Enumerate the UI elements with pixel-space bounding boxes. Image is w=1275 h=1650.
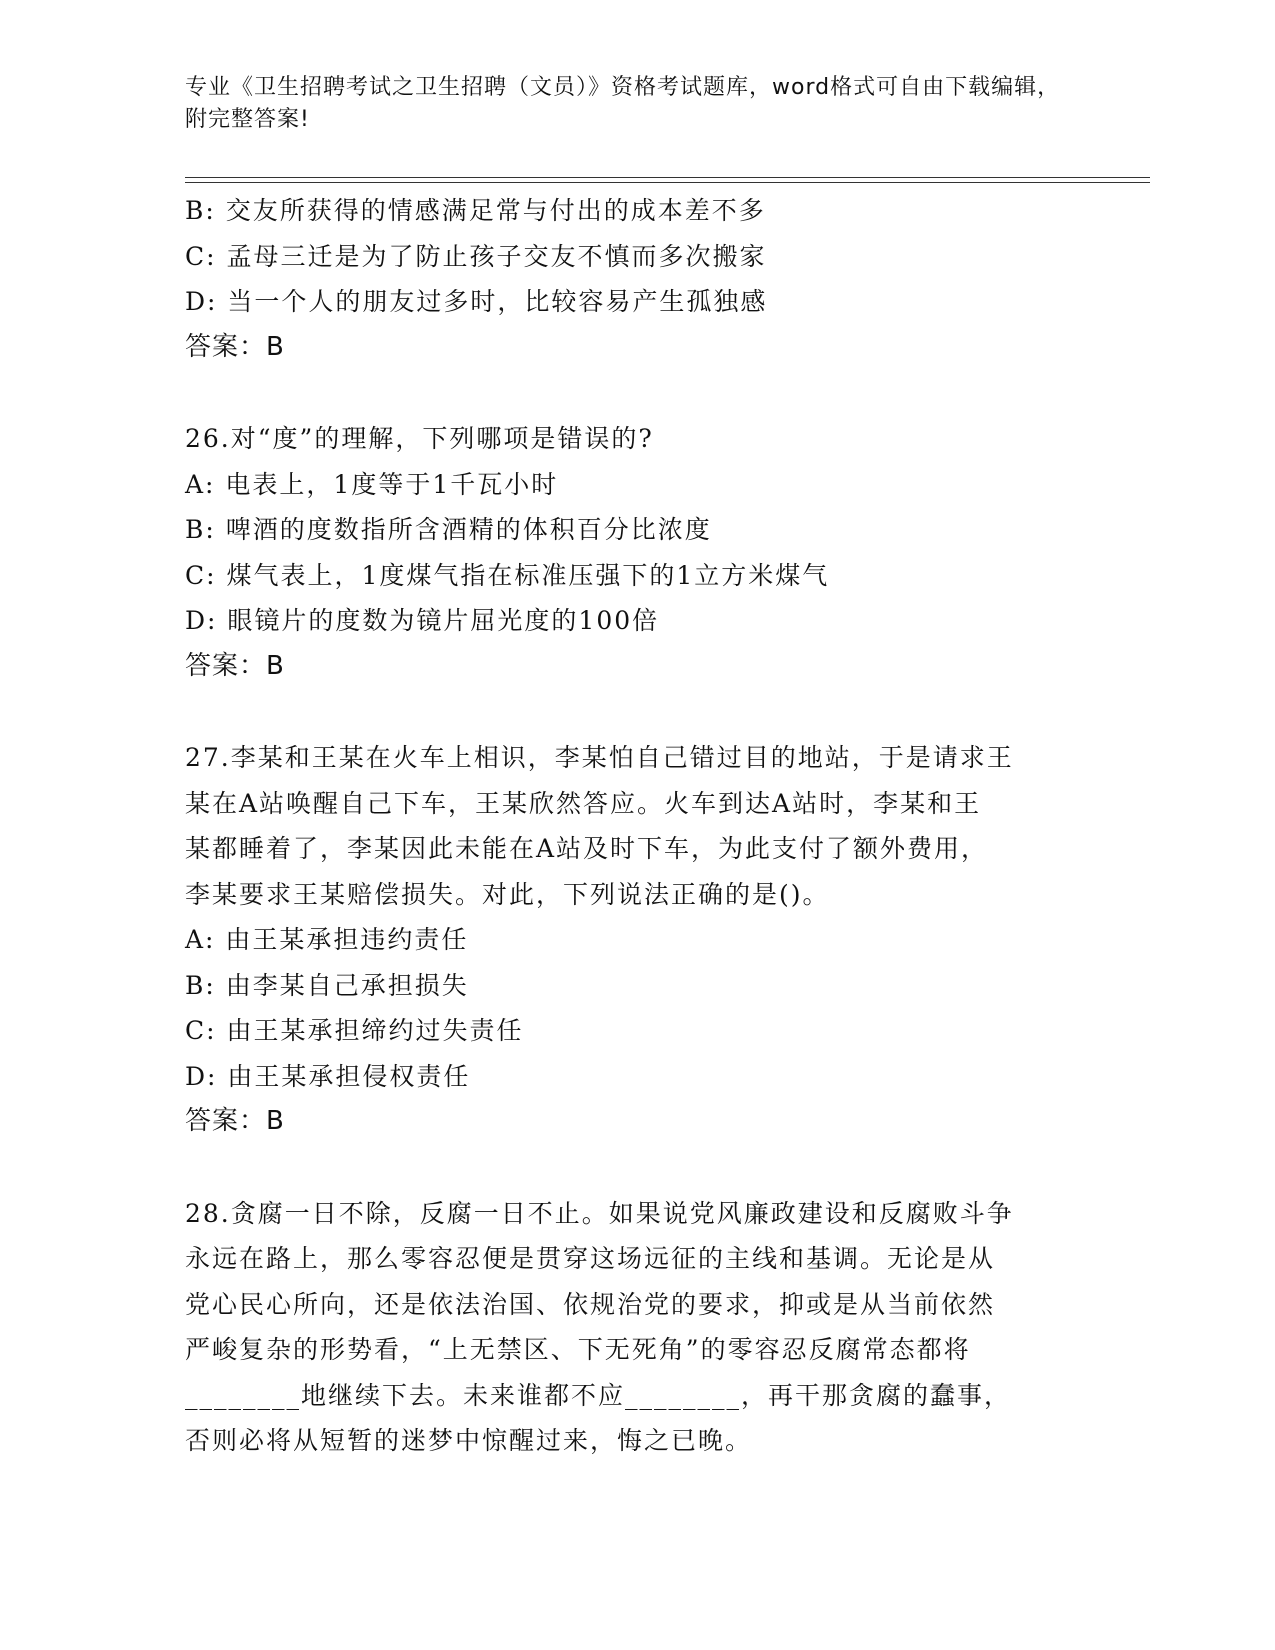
question-stem-line: 某在A站唤醒自己下车，王某欣然答应。火车到达A站时，李某和王: [185, 788, 982, 818]
option-d: D: 眼镜片的度数为镜片屈光度的100倍: [185, 606, 660, 635]
question-content: [185, 188, 1075, 1464]
question-stem-line: 永远在路上，那么零容忍便是贯穿这场远征的主线和基调。无论是从: [185, 1244, 996, 1273]
header-rule-top: [185, 177, 1150, 178]
option-b: B: 由李某自己承担损失: [185, 970, 469, 1000]
question-stem-line: 28.贪腐一日不除，反腐一日不止。如果说党风廉政建设和反腐败斗争: [185, 1198, 1014, 1228]
question-stem-line: ________地继续下去。未来谁都不应________，再干那贪腐的蠢事，: [185, 1380, 1012, 1410]
option-d: D: 当一个人的朋友过多时，比较容易产生孤独感: [185, 287, 768, 316]
question-stem-line: 党心民心所向，还是依法治国、依规治党的要求，抑或是从当前依然: [185, 1289, 996, 1319]
question-stem-line: 严峻复杂的形势看，“上无禁区、下无死角”的零容忍反腐常态都将: [185, 1335, 971, 1364]
answer: 答案：B: [185, 1106, 285, 1136]
question-stem-line: 否则必将从短暂的迷梦中惊醒过来，悔之已晚。: [185, 1426, 753, 1455]
question-stem-line: 27.李某和王某在火车上相识，李某怕自己错过目的地站，于是请求王: [185, 743, 1014, 772]
option-a: A: 电表上，1度等于1千瓦小时: [185, 469, 559, 499]
question-28: [185, 1191, 1075, 1464]
question-stem-line: 某都睡着了，李某因此未能在A站及时下车，为此支付了额外费用，: [185, 834, 989, 863]
option-a: A: 由王某承担违约责任: [185, 925, 469, 954]
answer: 答案：B: [185, 331, 285, 362]
option-c: C: 由王某承担缔约过失责任: [185, 1016, 524, 1045]
option-c: C: 孟母三迁是为了防止孩子交友不慎而多次搬家: [185, 241, 767, 271]
option-c: C: 煤气表上，1度煤气指在标准压强下的1立方米煤气: [185, 560, 830, 590]
answer: 答案：B: [185, 650, 285, 681]
header-text: 专业《卫生招聘考试之卫生招聘（文员）》资格考试题库，word格式可自由下载编辑，附完整答案!: [185, 75, 1061, 132]
question-stem-line: 李某要求王某赔偿损失。对此，下列说法正确的是()。: [185, 879, 830, 909]
question-stem: 26.对“度”的理解，下列哪项是错误的?: [185, 424, 654, 453]
prev-question-block: [185, 188, 1075, 370]
question-26: [185, 416, 1075, 689]
option-d: D: 由王某承担侵权责任: [185, 1061, 471, 1091]
question-27: [185, 735, 1075, 1145]
option-b: B: 交友所获得的情感满足常与付出的成本差不多: [185, 196, 766, 225]
option-b: B: 啤酒的度数指所含酒精的体积百分比浓度: [185, 515, 712, 544]
document-header: [185, 72, 1065, 136]
header-rule-bottom: [185, 182, 1150, 183]
